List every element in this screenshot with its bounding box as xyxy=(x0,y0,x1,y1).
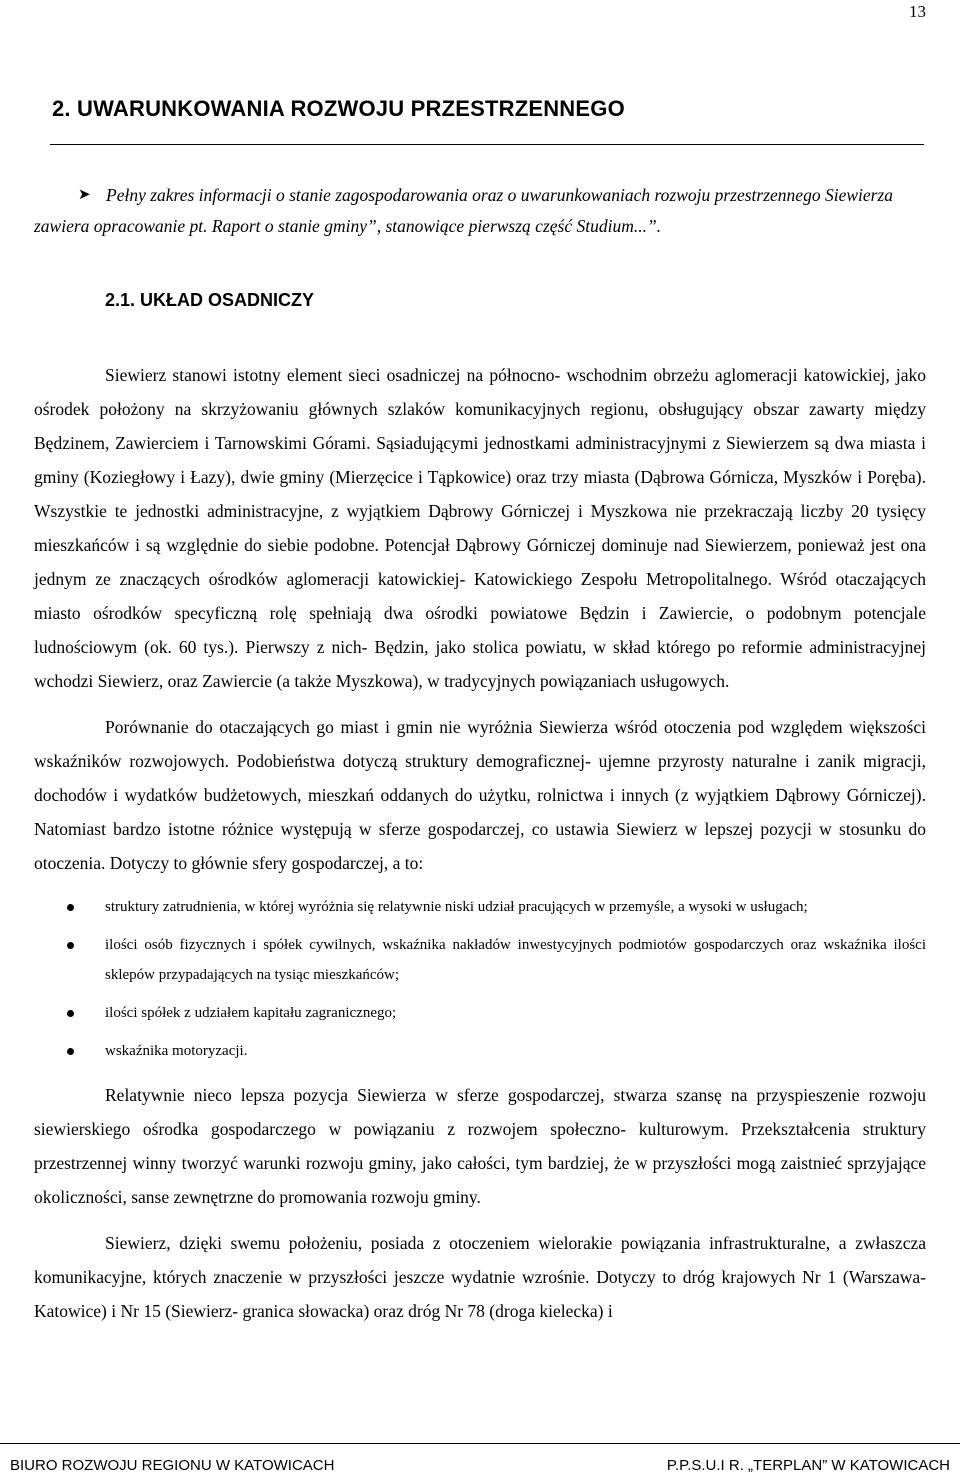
intro-bullet xyxy=(34,180,926,242)
page-number: 13 xyxy=(909,2,926,21)
footer-rule xyxy=(0,1443,960,1444)
arrowhead-bullet-icon: ➤ xyxy=(78,187,91,203)
bullet-list xyxy=(34,892,926,1066)
intro-text: Pełny zakres informacji o stanie zagospodarowania oraz o uwarunkowaniach rozwoju przestrzennego Siewierza zawiera opracowanie pt. Raport o stanie gminy”, stanowiące pierwszą część Studium...”. xyxy=(34,185,894,236)
list-item: ilości osób fizycznych i spółek cywilnych, wskaźnika nakładów inwestycyjnych podmiotów gospodarczych oraz wskaźnika ilości sklepów przypadających na tysiąc mieszkańców; xyxy=(34,930,926,990)
paragraph: Siewierz stanowi istotny element sieci osadniczej na północno- wschodnim obrzeżu aglomeracji katowickiej, jako ośrodek położony na skrzyżowaniu głównych szlaków komunikacyjnych regionu, obsługujący obszar zawarty między Będzinem, Zawierciem i Tarnowskimi Górami. Sąsiadującymi jednostkami administracyjnymi z Siewierzem są dwa miasta i gminy (Koziegłowy i Łazy), dwie gminy (Mierzęcice i Tąpkowice) oraz trzy miasta (Dąbrowa Górnicza, Myszków i Poręba). Wszystkie te jednostki administracyjne, z wyjątkiem Dąbrowy Górniczej i Myszkowa nie przekraczają liczby 20 tysięcy mieszkańców i są względnie do siebie podobne. Potencjał Dąbrowy Górniczej dominuje nad Siewierzem, ponieważ jest ona jednym ze znaczących ośrodków aglomeracji katowickiej- Katowickiego Zespołu Metropolitalnego. Wśród otaczających miasto ośrodków specyficzną rolę spełniają dwa ośrodki powiatowe Będzin i Zawiercie, o podobnym potencjale ludnościowym (ok. 60 tys.). Pierwszy z nich- Będzin, jako stolica powiatu, w skład którego po reformie administracyjnej wchodzi Siewierz, oraz Zawiercie (a także Myszkowa), w tradycyjnych powiązaniach usługowych. xyxy=(34,365,926,691)
bullet-dot-icon xyxy=(67,904,74,911)
list-item: wskaźnika motoryzacji. xyxy=(34,1036,926,1066)
paragraph: Relatywnie nieco lepsza pozycja Siewierza w sferze gospodarczej, stwarza szansę na przyspieszenie rozwoju siewierskiego ośrodka gospodarczego w powiązaniu z rozwojem społeczno- kulturowym. Przekształcenia struktury przestrzennej winny tworzyć warunki rozwoju gminy, jako całości, tym bardziej, że w przyszłości mogą zaistnieć sprzyjające okoliczności, sanse zewnętrzne do promowania rozwoju gminy. xyxy=(34,1085,926,1207)
bullet-dot-icon xyxy=(67,942,74,949)
bullet-dot-icon xyxy=(67,1010,74,1017)
chapter-title: 2. UWARUNKOWANIA ROZWOJU PRZESTRZENNEGO xyxy=(52,96,625,121)
bullet-dot-icon xyxy=(67,1048,74,1055)
title-underline xyxy=(50,144,924,145)
list-item: struktury zatrudnienia, w której wyróżnia się relatywnie niski udział pracujących w przemyśle, a wysoki w usługach; xyxy=(34,892,926,922)
section-title: 2.1. UKŁAD OSADNICZY xyxy=(105,290,315,310)
paragraph: Porównanie do otaczających go miast i gmin nie wyróżnia Siewierza wśród otoczenia pod względem większości wskaźników rozwojowych. Podobieństwa dotyczą struktury demograficznej- ujemne przyrosty naturalne i zanik migracji, dochodów i wydatków budżetowych, mieszkań oddanych do użytku, rolnictwa i innych (z wyjątkiem Dąbrowy Górniczej). Natomiast bardzo istotne różnice występują w sferze gospodarczej, co ustawia Siewierz w lepszej pozycji w stosunku do otoczenia. Dotyczy to głównie sfery gospodarczej, a to: xyxy=(34,717,926,873)
body-text xyxy=(34,358,926,1340)
footer-left: BIURO ROZWOJU REGIONU W KATOWICACH xyxy=(10,1457,335,1474)
footer-right: P.P.S.U.I R. „TERPLAN” W KATOWICACH xyxy=(666,1457,950,1474)
list-item: ilości spółek z udziałem kapitału zagranicznego; xyxy=(34,998,926,1028)
paragraph: Siewierz, dzięki swemu położeniu, posiada z otoczeniem wielorakie powiązania infrastrukturalne, a zwłaszcza komunikacyjne, których znaczenie w przyszłości jeszcze wydatnie wzrośnie. Dotyczy to dróg krajowych Nr 1 (Warszawa- Katowice) i Nr 15 (Siewierz- granica słowacka) oraz dróg Nr 78 (droga kielecka) i xyxy=(34,1233,926,1321)
